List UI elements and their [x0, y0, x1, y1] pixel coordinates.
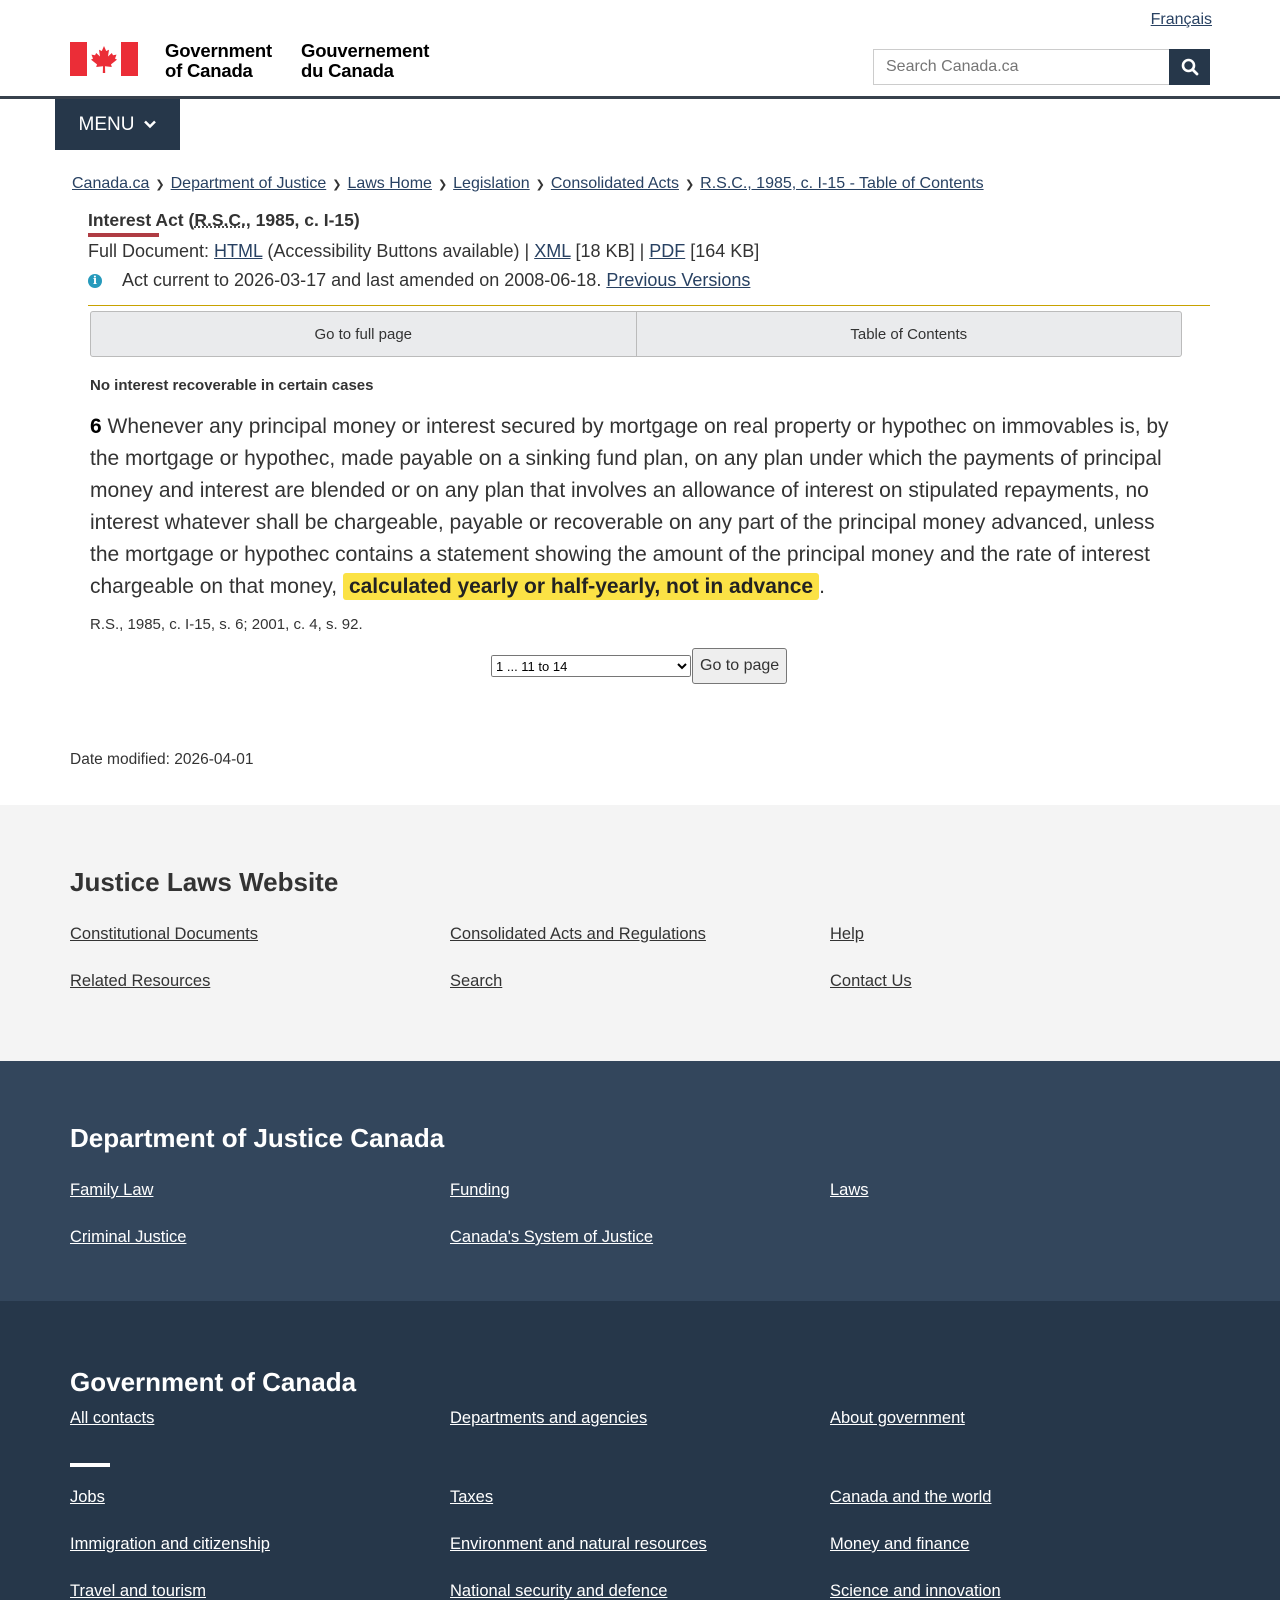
header-divider	[0, 96, 1280, 99]
footer-site-heading: Justice Laws Website	[70, 867, 339, 897]
search-highlight: calculated yearly or half-yearly, not in advance	[343, 573, 819, 600]
wordmark-fr-line2: du Canada	[301, 60, 394, 81]
footer-link-consolidated-acts[interactable]: Consolidated Acts and Regulations	[450, 925, 706, 943]
breadcrumb-legislation[interactable]: Legislation	[453, 175, 530, 192]
section-number: 6	[90, 415, 102, 438]
footer-link-related-resources[interactable]: Related Resources	[70, 972, 211, 990]
footer-link-immigration[interactable]: Immigration and citizenship	[70, 1535, 270, 1553]
footer-link-departments[interactable]: Departments and agencies	[450, 1409, 648, 1427]
footer-link-laws[interactable]: Laws	[830, 1181, 869, 1199]
html-link[interactable]: HTML	[214, 241, 263, 261]
divider	[88, 305, 1210, 306]
footer-link-jobs[interactable]: Jobs	[70, 1488, 105, 1506]
chevron-right-icon: ❯	[684, 178, 695, 191]
table-of-contents-button[interactable]: Table of Contents	[636, 312, 1182, 356]
page-select[interactable]	[491, 655, 691, 677]
footer-justice-laws	[0, 805, 1280, 1061]
footer-link-money-finance[interactable]: Money and finance	[830, 1535, 970, 1553]
history-note: R.S., 1985, c. I-15, s. 6; 2001, c. 4, s. 92.	[90, 616, 363, 633]
footer-link-environment[interactable]: Environment and natural resources	[450, 1535, 707, 1553]
search-input[interactable]	[873, 49, 1169, 85]
footer-link-constitutional-documents[interactable]: Constitutional Documents	[70, 925, 259, 943]
chevron-right-icon: ❯	[155, 178, 165, 191]
footer-link-criminal-justice[interactable]: Criminal Justice	[70, 1228, 187, 1246]
full-doc-label: Full Document:	[88, 241, 215, 261]
chevron-right-icon: ❯	[535, 178, 545, 191]
footer-dept-heading: Department of Justice Canada	[70, 1123, 445, 1153]
info-icon: i	[88, 274, 102, 288]
date-modified: Date modified: 2026-04-01	[70, 751, 254, 768]
page-title	[88, 210, 360, 231]
chevron-down-icon	[144, 120, 156, 129]
rsc-abbreviation: R.S.C.	[194, 210, 246, 230]
search-button[interactable]	[1169, 49, 1210, 85]
wordmark-en-line2: of Canada	[165, 60, 253, 81]
footer-link-funding[interactable]: Funding	[450, 1181, 510, 1199]
footer-link-contact-us[interactable]: Contact Us	[830, 972, 912, 990]
footer-link-about-government[interactable]: About government	[830, 1409, 965, 1427]
title-open: (	[183, 210, 195, 230]
page-jump	[491, 648, 787, 684]
wordmark-fr-line1: Gouvernement	[301, 40, 430, 61]
breadcrumb-table-of-contents[interactable]: R.S.C., 1985, c. I-15 - Table of Contents	[700, 175, 984, 192]
marginal-note: No interest recoverable in certain cases	[90, 377, 374, 394]
site-search	[873, 49, 1210, 85]
html-note: (Accessibility Buttons available) |	[262, 241, 535, 261]
page-navigation-buttons	[90, 311, 1182, 357]
canada-flag-icon	[70, 42, 138, 76]
footer-link-travel[interactable]: Travel and tourism	[70, 1582, 207, 1600]
act-name: Interest Act	[88, 210, 184, 230]
full-document-links	[88, 241, 759, 262]
chevron-right-icon: ❯	[332, 178, 342, 191]
breadcrumb-canada[interactable]: Canada.ca	[72, 175, 150, 192]
breadcrumb-laws-home[interactable]: Laws Home	[347, 175, 432, 192]
wordmark-french[interactable]	[301, 41, 429, 81]
language-toggle-link[interactable]: Français	[1150, 11, 1212, 28]
currency-text: Act current to 2026-03-17 and last amended on 2008-06-18.	[122, 270, 602, 290]
section-end: .	[819, 575, 825, 598]
menu-label: MENU	[78, 113, 135, 135]
footer-government	[0, 1301, 1280, 1600]
go-to-full-page-button[interactable]: Go to full page	[314, 325, 413, 343]
footer-gc-heading: Government of Canada	[70, 1367, 357, 1397]
footer-link-help[interactable]: Help	[830, 925, 864, 943]
footer-divider	[70, 1463, 110, 1467]
xml-link[interactable]: XML	[534, 241, 571, 261]
title-underline	[88, 233, 159, 237]
wordmark-en-line1: Government	[165, 40, 272, 61]
xml-size: [18 KB] |	[570, 241, 650, 261]
footer-link-national-security[interactable]: National security and defence	[450, 1582, 668, 1600]
footer-link-search[interactable]: Search	[450, 972, 503, 990]
title-citation: , 1985, c. I-15)	[245, 210, 360, 230]
section-body: Whenever any principal money or interest secured by mortgage on real property or hypothec on immovables is, by the mortgage or hypothec, made payable on a sinking fund plan, on any plan under which the payments of principal money and interest are blended or on any plan that involves an allowance of interest on stipulated repayments, no interest whatever shall be chargeable, payable or recoverable on any part of the principal money advanced, unless the mortgage or hypothec contains a statement showing the amount of the principal money and the rate of interest chargeable on that money,	[90, 415, 1169, 598]
breadcrumb-justice[interactable]: Department of Justice	[170, 175, 327, 192]
menu-button[interactable]	[55, 99, 180, 150]
footer-department	[0, 1061, 1280, 1301]
breadcrumb	[72, 175, 984, 193]
wordmark-english[interactable]	[165, 41, 272, 81]
breadcrumb-consolidated-acts[interactable]: Consolidated Acts	[550, 175, 679, 192]
section-text	[90, 411, 1180, 603]
currency-notice	[88, 270, 750, 291]
go-to-page-button[interactable]: Go to page	[692, 648, 787, 684]
pdf-size: [164 KB]	[685, 241, 760, 261]
footer-link-canada-and-world[interactable]: Canada and the world	[830, 1488, 992, 1506]
footer-link-family-law[interactable]: Family Law	[70, 1181, 154, 1199]
footer-link-science[interactable]: Science and innovation	[830, 1582, 1001, 1600]
previous-versions-link[interactable]: Previous Versions	[606, 270, 751, 290]
chevron-right-icon: ❯	[437, 178, 448, 191]
footer-link-taxes[interactable]: Taxes	[450, 1488, 494, 1506]
search-icon	[1181, 58, 1199, 76]
footer-link-system-of-justice[interactable]: Canada's System of Justice	[450, 1228, 654, 1246]
pdf-link[interactable]: PDF	[649, 241, 686, 261]
footer-link-all-contacts[interactable]: All contacts	[70, 1409, 155, 1427]
